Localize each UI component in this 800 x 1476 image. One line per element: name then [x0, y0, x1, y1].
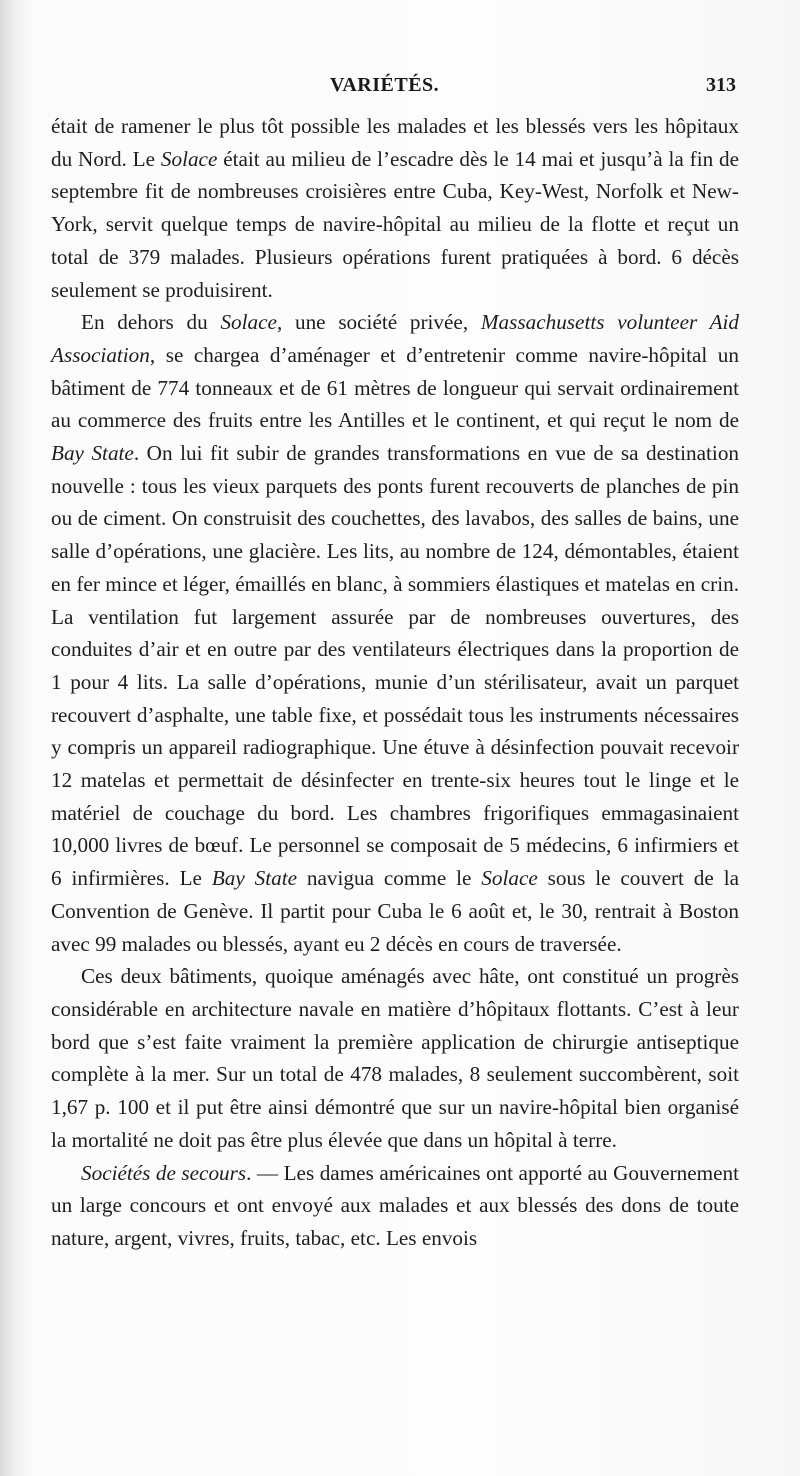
paragraph [51, 960, 739, 1156]
italic-text-run: Solace [481, 866, 538, 891]
italic-text-run: Solace [220, 310, 277, 335]
text-run: En dehors du [81, 310, 221, 335]
paragraph [51, 110, 739, 306]
text-run: était de ramener le plus tôt possible les malades et les blessés vers les hôpitaux du Nord. Le [51, 114, 739, 171]
text-run: était au milieu de l’escadre dès le 14 mai et jusqu’à la fin de septembre fit de nombreuses croisières entre Cuba, Key-West, Norfolk et New-York, servit quelque temps de navire-hôpital au milieu de la flotte et reçut un total de 379 malades. Plusieurs opérations furent pratiquées à bord. 6 décès seulement se produisirent. [51, 146, 739, 302]
running-title: VARIÉTÉS. [330, 74, 440, 96]
body-text [51, 110, 739, 1255]
text-run: , se chargea d’aménager et d’entretenir comme navire-hôpital un bâtiment de 774 tonneaux et de 61 mètres de longueur qui servait ordinairement au commerce des fruits entre les Antilles et le continent, et qui reçut le nom de [51, 342, 739, 433]
paragraph [51, 306, 739, 960]
text-run: . — Les dames américaines ont apporté au Gouvernement un large concours et ont envoyé aux malades et aux blessés des dons de toute nature, argent, vivres, fruits, tabac, etc. Les envois [51, 1160, 739, 1250]
italic-text-run: Solace [160, 146, 218, 171]
text-run: Ces deux bâtiments, quoique aménagés avec hâte, ont constitué un progrès considérable en architecture navale en matière d’hôpitaux flottants. C’est à leur bord que s’est faite vraiment la première application de chirurgie antiseptique complète à la mer. Sur un total de 478 malades, 8 seulement succombèrent, soit 1,67 p. 100 et il put être ainsi démontré que sur un navire-hôpital bien organisé la mortalité ne doit pas être plus élevée que dans un hôpital à terre. [51, 964, 739, 1152]
italic-text-run: Bay State [211, 866, 298, 891]
paragraph [51, 1157, 739, 1255]
text-run: . On lui fit subir de grandes transformations en vue de sa destination nouvelle : tous les vieux parquets des ponts furent recouverts de planches de pin ou de ciment. On construisit des couchettes, des lavabos, des salles de bains, une salle d’opérations, une glacière. Les lits, au nombre de 124, démontables, étaient en fer mince et léger, émaillés en blanc, à sommiers élastiques et matelas en crin. La ventilation fut largement assurée par de nombreuses ouvertures, des conduites d’air et en outre par des ventilateurs électriques dans la proportion de 1 pour 4 lits. La salle d’opérations, munie d’un stérilisateur, avait un parquet recouvert d’asphalte, une table fixe, et possédait tous les instruments nécessaires y compris un appareil radiographique. Une étuve à désinfection pouvait recevoir 12 matelas et permettait de désinfecter en trente-six heures tout le linge et le matériel de couchage du bord. Les chambres frigorifiques emmagasinaient 10,000 livres de bœuf. Le personnel se composait de 5 médecins, 6 infirmiers et 6 infirmières. Le [51, 441, 740, 891]
running-head [0, 72, 800, 102]
italic-text-run: Bay State [51, 441, 134, 466]
page-number: 313 [706, 74, 736, 96]
text-run: sous le couvert de la Convention de Genève. Il partit pour Cuba le 6 août et, le 30, rentrait à Boston avec 99 malades ou blessés, ayant eu 2 décès en cours de traversée. [51, 866, 739, 956]
text-run: , une société privée, [276, 310, 481, 335]
text-run: navigua comme le [297, 866, 482, 891]
italic-text-run: Massachusetts volunteer Aid Association [51, 310, 740, 367]
italic-text-run: Sociétés de secours [81, 1160, 247, 1185]
